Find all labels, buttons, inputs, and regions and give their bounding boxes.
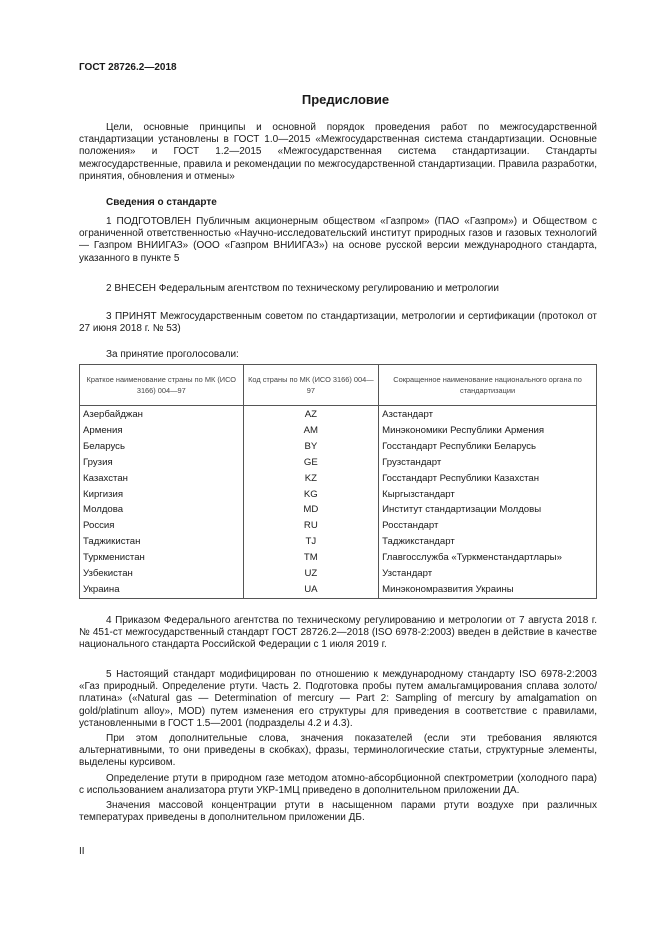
document-code: ГОСТ 28726.2—2018: [79, 62, 177, 73]
item-2-paragraph: 2 ВНЕСЕН Федеральным агентством по техническому регулированию и метрологии: [106, 283, 499, 294]
standards-body-cell: Узстандарт: [379, 566, 597, 582]
country-name-cell: Украина: [80, 582, 244, 598]
header-country-code: Код страны по МК (ИСО 3166) 004—97: [243, 365, 379, 406]
country-name-cell: Беларусь: [80, 439, 244, 455]
table-row: [80, 534, 597, 550]
country-name-cell: Казахстан: [80, 471, 244, 487]
header-standards-body: Сокращенное наименование национального органа по стандартизации: [379, 365, 597, 406]
standards-body-cell: Азстандарт: [379, 406, 597, 423]
country-name-cell: Киргизия: [80, 487, 244, 503]
country-name-cell: Таджикистан: [80, 534, 244, 550]
table-row: [80, 423, 597, 439]
standards-body-cell: Грузстандарт: [379, 455, 597, 471]
standards-body-cell: Таджикстандарт: [379, 534, 597, 550]
country-name-cell: Узбекистан: [80, 566, 244, 582]
country-code-cell: AZ: [243, 406, 379, 423]
country-code-cell: AM: [243, 423, 379, 439]
country-name-cell: Россия: [80, 518, 244, 534]
item-4-paragraph: 4 Приказом Федерального агентства по техническому регулированию и метрологии от 7 августа 2018 г. № 451-ст межгосударственный стандарт ГОСТ 28726.2—2018 (ISO 6978-2:2003) введен в действие в качестве национального стандарта Российской Федерации с 1 июля 2019 г.: [79, 615, 597, 651]
country-code-cell: UZ: [243, 566, 379, 582]
table-row: [80, 487, 597, 503]
table-row: [80, 518, 597, 534]
standards-body-cell: Кыргызстандарт: [379, 487, 597, 503]
standards-body-cell: Росстандарт: [379, 518, 597, 534]
standards-body-cell: Институт стандартизации Молдовы: [379, 502, 597, 518]
note-1-paragraph: При этом дополнительные слова, значения показателей (если эти требования являются альтернативными, то они приведены в скобках), фразы, терминологические статьи, структурные элементы, выделены курсивом.: [79, 733, 597, 769]
voting-table: [79, 364, 597, 599]
table-row: [80, 550, 597, 566]
country-code-cell: KG: [243, 487, 379, 503]
page-title: Предисловие: [301, 92, 390, 107]
table-row: [80, 471, 597, 487]
item-1-paragraph: 1 ПОДГОТОВЛЕН Публичным акционерным обществом «Газпром» (ПАО «Газпром») и Обществом с ограниченной ответственностью «Научно-исследовательский институт природных газов и газовых технологий — Газпром ВНИИГАЗ» (ООО «Газпром ВНИИГАЗ») на основе русской версии международного стандарта, указанного в пункте 5: [79, 216, 597, 264]
table-row: [80, 439, 597, 455]
country-name-cell: Армения: [80, 423, 244, 439]
country-name-cell: Молдова: [80, 502, 244, 518]
country-name-cell: Туркменистан: [80, 550, 244, 566]
voted-label: За принятие проголосовали:: [106, 349, 239, 360]
standards-body-cell: Госстандарт Республики Беларусь: [379, 439, 597, 455]
country-code-cell: MD: [243, 502, 379, 518]
table-header-row: [80, 365, 597, 406]
country-code-cell: TJ: [243, 534, 379, 550]
note-2-paragraph: Определение ртути в природном газе методом атомно-абсорбционной спектрометрии (холодного пара) с использованием анализатора ртути УКР-1МЦ приведено в дополнительном приложении ДА.: [79, 773, 597, 797]
section-title: Сведения о стандарте: [106, 197, 217, 208]
header-country-name: Краткое наименование страны по МК (ИСО 3166) 004—97: [80, 365, 244, 406]
country-code-cell: KZ: [243, 471, 379, 487]
table-row: [80, 502, 597, 518]
intro-paragraph: Цели, основные принципы и основной порядок проведения работ по межгосударственной стандартизации установлены в ГОСТ 1.0—2015 «Межгосударственная система стандартизации. Основные положения» и ГОСТ 1.2—2015 «Межгосударственная система стандартизации. Стандарты межгосударственные, правила и рекомендации по межгосударственной стандартизации. Правила разработки, принятия, обновления и отмены»: [79, 122, 597, 182]
country-code-cell: RU: [243, 518, 379, 534]
table-row: [80, 566, 597, 582]
country-code-cell: UA: [243, 582, 379, 598]
country-name-cell: Грузия: [80, 455, 244, 471]
table-row: [80, 582, 597, 598]
note-3-paragraph: Значения массовой концентрации ртути в насыщенном парами ртути воздухе при различных температурах приведены в дополнительном приложении ДБ.: [79, 800, 597, 824]
standards-body-cell: Главгосслужба «Туркменстандартлары»: [379, 550, 597, 566]
standards-body-cell: Минэкономики Республики Армения: [379, 423, 597, 439]
item-3-paragraph: 3 ПРИНЯТ Межгосударственным советом по стандартизации, метрологии и сертификации (протокол от 27 июня 2018 г. № 53): [79, 311, 597, 335]
page-number: II: [79, 846, 85, 857]
country-name-cell: Азербайджан: [80, 406, 244, 423]
table-row: [80, 455, 597, 471]
item-5-paragraph: 5 Настоящий стандарт модифицирован по отношению к международному стандарту ISO 6978-2:2003 «Газ природный. Определение ртути. Часть 2. Подготовка пробы путем амальгамцирования сплава золото/платина» («Natural gas — Determination of mercury — Part 2: Sampling of mercury by amalgamation on gold/platinum alloy», MOD) путем изменения его структуры для приведения в соответствие с правилами, установленными в ГОСТ 1.5—2001 (подразделы 4.2 и 4.3).: [79, 669, 597, 729]
country-code-cell: BY: [243, 439, 379, 455]
country-code-cell: GE: [243, 455, 379, 471]
table-row: [80, 406, 597, 423]
standards-body-cell: Госстандарт Республики Казахстан: [379, 471, 597, 487]
country-code-cell: TM: [243, 550, 379, 566]
standards-body-cell: Минэкономразвития Украины: [379, 582, 597, 598]
